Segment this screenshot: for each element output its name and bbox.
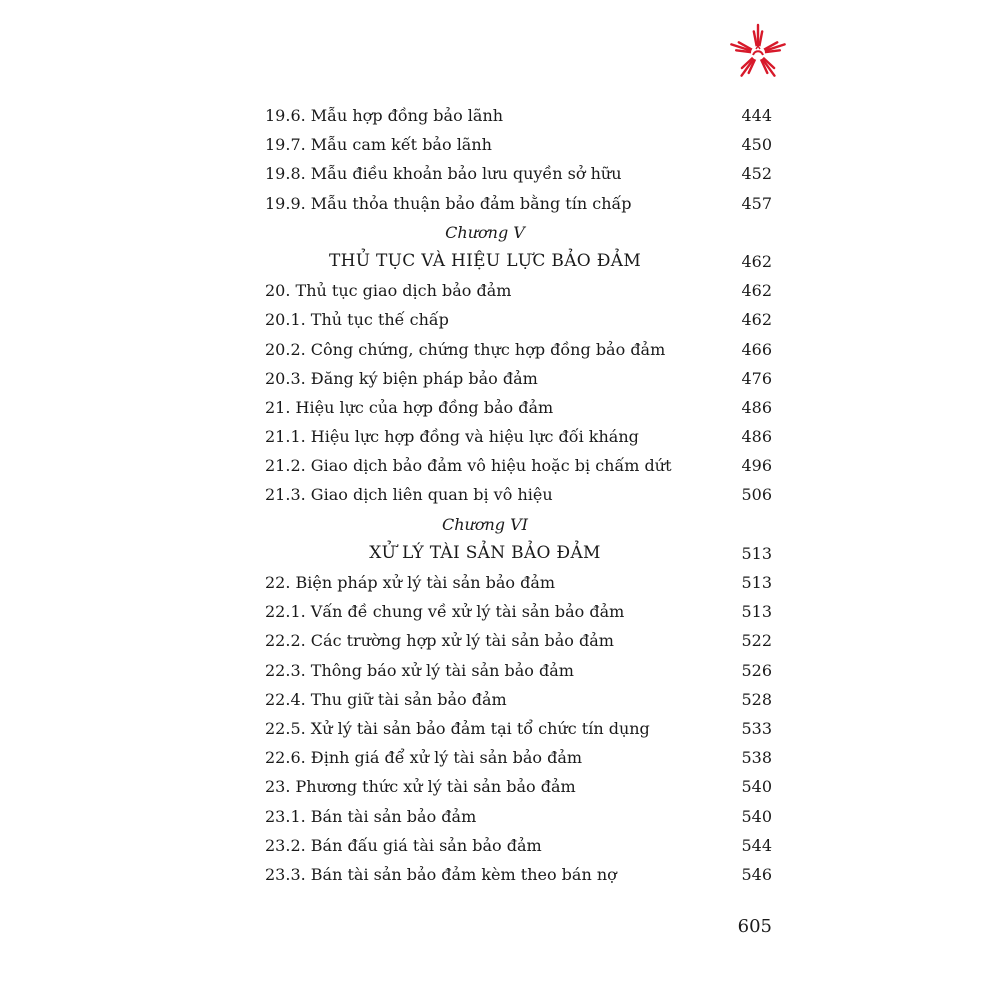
toc-entry	[265, 685, 772, 714]
toc-entry	[265, 743, 772, 772]
star-emblem-icon	[728, 22, 788, 82]
toc-entry	[265, 130, 772, 159]
toc-entry-label: 22.6. Định giá để xử lý tài sản bảo đảm	[265, 748, 583, 768]
toc-entry-label: 20.2. Công chứng, chứng thực hợp đồng bảo đảm	[265, 339, 666, 359]
toc-page-number: 538	[741, 748, 772, 768]
toc-page-number: 457	[741, 193, 772, 213]
toc-entry-label: 19.9. Mẫu thỏa thuận bảo đảm bằng tín chấp	[265, 193, 632, 213]
toc-entry	[265, 772, 772, 801]
toc-entry-label: 21.2. Giao dịch bảo đảm vô hiệu hoặc bị chấm dứt	[265, 456, 672, 476]
chapter-title-label: THỦ TỤC VÀ HIỆU LỰC BẢO ĐẢM	[328, 250, 642, 271]
toc-page-number: 486	[741, 397, 772, 417]
chapter-heading-label: Chương VI	[442, 514, 528, 534]
toc-entry-label: 23. Phương thức xử lý tài sản bảo đảm	[265, 777, 576, 797]
toc-page-number: 513	[741, 602, 772, 622]
toc-entry-label: 21. Hiệu lực của hợp đồng bảo đảm	[265, 397, 554, 417]
toc-entry-label: 21.1. Hiệu lực hợp đồng và hiệu lực đối kháng	[265, 427, 639, 447]
toc-page-number: 486	[741, 427, 772, 447]
chapter-title	[265, 539, 772, 568]
toc-page-number: 513	[741, 543, 772, 563]
toc-page-number: 528	[741, 689, 772, 709]
toc-entry-label: 20.1. Thủ tục thế chấp	[265, 310, 449, 330]
toc-entry	[265, 831, 772, 860]
toc-entry	[265, 364, 772, 393]
table-of-contents	[265, 101, 772, 889]
toc-page-number: 496	[741, 456, 772, 476]
toc-entry-label: 22. Biện pháp xử lý tài sản bảo đảm	[265, 573, 556, 592]
page-number: 605	[737, 916, 772, 937]
toc-entry	[265, 802, 772, 831]
toc-entry-label: 23.1. Bán tài sản bảo đảm	[265, 806, 477, 826]
toc-entry-label: 19.6. Mẫu hợp đồng bảo lãnh	[265, 106, 504, 125]
toc-page-number: 506	[741, 485, 772, 505]
toc-page-number: 462	[741, 310, 772, 330]
toc-entry-label: 22.2. Các trường hợp xử lý tài sản bảo đảm	[265, 631, 614, 651]
toc-entry	[265, 305, 772, 334]
red-star-logo-icon	[728, 22, 788, 82]
toc-entry	[265, 393, 772, 422]
toc-entry	[265, 276, 772, 305]
toc-entry-label: 20.3. Đăng ký biện pháp bảo đảm	[265, 368, 538, 388]
toc-entry-label: 19.7. Mẫu cam kết bảo lãnh	[265, 135, 492, 155]
toc-page-number: 522	[741, 631, 772, 651]
chapter-title-label: XỬ LÝ TÀI SẢN BẢO ĐẢM	[369, 542, 601, 563]
toc-entry-label: 22.3. Thông báo xử lý tài sản bảo đảm	[265, 660, 574, 680]
toc-entry-label: 21.3. Giao dịch liên quan bị vô hiệu	[265, 485, 553, 505]
toc-entry-label: 22.1. Vấn đề chung về xử lý tài sản bảo đảm	[265, 602, 625, 622]
toc-page-number: 546	[741, 864, 772, 884]
toc-page-number: 513	[741, 573, 772, 592]
toc-entry	[265, 656, 772, 685]
chapter-heading-label: Chương V	[445, 222, 525, 242]
toc-page-number: 540	[741, 806, 772, 826]
toc-entry	[265, 714, 772, 743]
toc-page-number: 462	[741, 281, 772, 301]
toc-page-number: 476	[741, 368, 772, 388]
toc-entry	[265, 159, 772, 188]
toc-entry	[265, 189, 772, 218]
toc-entry	[265, 480, 772, 509]
toc-entry-label: 23.2. Bán đấu giá tài sản bảo đảm	[265, 835, 542, 855]
toc-page-number: 444	[741, 106, 772, 125]
toc-page-number: 540	[741, 777, 772, 797]
toc-page-number: 462	[741, 251, 772, 271]
chapter-heading	[265, 510, 772, 539]
toc-page-number: 544	[741, 835, 772, 855]
toc-entry-label: 19.8. Mẫu điều khoản bảo lưu quyền sở hữu	[265, 164, 622, 184]
toc-page-number: 526	[741, 660, 772, 680]
toc-entry	[265, 597, 772, 626]
toc-entry	[265, 422, 772, 451]
toc-entry	[265, 568, 772, 597]
toc-page-number: 533	[741, 718, 772, 738]
toc-page-number: 466	[741, 339, 772, 359]
chapter-heading	[265, 218, 772, 247]
toc-entry	[265, 451, 772, 480]
toc-entry	[265, 626, 772, 655]
toc-entry	[265, 335, 772, 364]
toc-entry-label: 22.5. Xử lý tài sản bảo đảm tại tổ chức tín dụng	[265, 718, 650, 738]
toc-page-number: 452	[741, 164, 772, 184]
toc-page-number: 450	[741, 135, 772, 155]
toc-entry-label: 22.4. Thu giữ tài sản bảo đảm	[265, 689, 507, 709]
toc-entry-label: 20. Thủ tục giao dịch bảo đảm	[265, 281, 512, 301]
toc-entry	[265, 101, 772, 130]
toc-entry	[265, 860, 772, 889]
toc-entry-label: 23.3. Bán tài sản bảo đảm kèm theo bán nợ	[265, 864, 617, 884]
chapter-title	[265, 247, 772, 276]
